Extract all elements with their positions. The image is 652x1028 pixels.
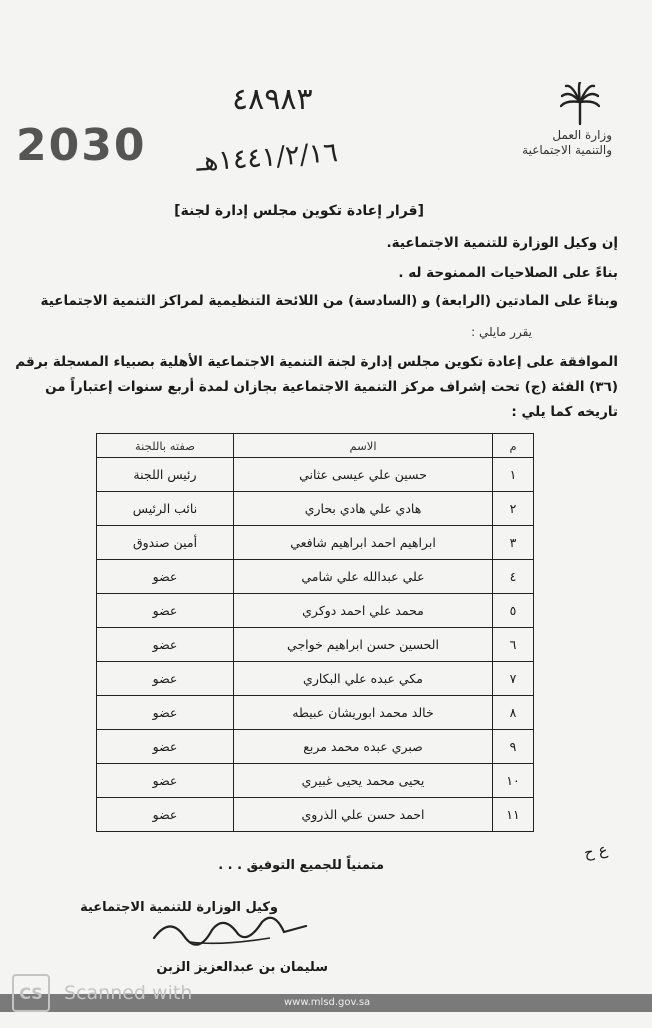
row-num: ٣	[493, 526, 534, 560]
table-row	[97, 458, 534, 492]
row-num: ١	[493, 458, 534, 492]
table-row	[97, 730, 534, 764]
row-role: رئيس اللجنة	[97, 458, 234, 492]
decision-title: [قرار إعادة تكوين مجلس إدارة لجنة]	[174, 203, 424, 219]
row-role: عضو	[97, 730, 234, 764]
ministry-line2: والتنمية الاجتماعية	[522, 143, 612, 157]
row-num: ٤	[493, 560, 534, 594]
row-role: عضو	[97, 628, 234, 662]
signer-name: سليمان بن عبدالعزيز الزبن	[156, 960, 328, 975]
row-name: هادي علي هادي بحاري	[234, 492, 493, 526]
body-line1: إن وكيل الوزارة للتنمية الاجتماعية.	[386, 235, 618, 251]
table-row	[97, 628, 534, 662]
ministry-name	[522, 128, 612, 158]
row-name: خالد محمد ابوريشان عبيطه	[234, 696, 493, 730]
row-role: عضو	[97, 764, 234, 798]
stamp-number: 2030	[16, 120, 147, 171]
handwritten-date: ١٤٤١/٢/١٦هـ	[195, 137, 339, 178]
body-line4: يقرر مايلي :	[471, 325, 532, 339]
body-line2: بناءً على الصلاحيات الممنوحة له .	[398, 265, 618, 281]
row-name: حسين علي عيسى عثاني	[234, 458, 493, 492]
ministry-line1: وزارة العمل	[552, 128, 612, 142]
table-header-row	[97, 434, 534, 458]
table-row	[97, 526, 534, 560]
row-role: عضو	[97, 594, 234, 628]
row-num: ٥	[493, 594, 534, 628]
scanner-watermark	[12, 974, 192, 1012]
body-paragraph: الموافقة على إعادة تكوين مجلس إدارة لجنة التنمية الاجتماعية الأهلية بصبياء المسجلة برقم (٣٦) الفئة (ج) تحت إشراف مركز التنمية الاجتماعية بجازان لمدة أربع سنوات إعتباراً من تاريخه كما يلي :	[15, 354, 618, 420]
scanner-text: Scanned with	[64, 982, 193, 1004]
row-name: احمد حسن علي الذروي	[234, 798, 493, 832]
row-role: عضو	[97, 560, 234, 594]
row-name: الحسين حسن ابراهيم خواجي	[234, 628, 493, 662]
row-name: علي عبدالله علي شامي	[234, 560, 493, 594]
row-num: ٢	[493, 492, 534, 526]
body-line3: وبناءً على المادتين (الرابعة) و (السادسة) من اللائحة التنظيمية لمراكز التنمية الاجتماعية	[40, 293, 618, 309]
members-table	[96, 433, 534, 832]
handwritten-number: ٤٨٩٨٣	[232, 82, 313, 117]
row-role: أمين صندوق	[97, 526, 234, 560]
row-num: ١٠	[493, 764, 534, 798]
row-role: نائب الرئيس	[97, 492, 234, 526]
row-num: ٨	[493, 696, 534, 730]
row-name: مكي عبده علي البكاري	[234, 662, 493, 696]
row-name: محمد علي احمد دوكري	[234, 594, 493, 628]
signature-icon	[150, 908, 310, 948]
table-row	[97, 696, 534, 730]
row-role: عضو	[97, 696, 234, 730]
row-role: عضو	[97, 798, 234, 832]
palm-logo-icon	[560, 82, 600, 126]
table-row	[97, 764, 534, 798]
header-name: الاسم	[234, 434, 493, 458]
row-name: ابراهيم احمد ابراهيم شافعي	[234, 526, 493, 560]
row-name: يحيى محمد يحيى غبيري	[234, 764, 493, 798]
row-role: عضو	[97, 662, 234, 696]
table-row	[97, 662, 534, 696]
row-num: ٧	[493, 662, 534, 696]
handwritten-initials: ع ح	[582, 840, 609, 862]
signer-title: وكيل الوزارة للتنمية الاجتماعية	[80, 900, 278, 915]
table-row	[97, 560, 534, 594]
row-num: ١١	[493, 798, 534, 832]
website-url: www.mlsd.gov.sa	[284, 997, 371, 1008]
header-role: صفته باللجنة	[97, 434, 234, 458]
header-num: م	[493, 434, 534, 458]
closing-line: متمنياً للجميع التوفيق . . .	[218, 858, 384, 873]
table-row	[97, 492, 534, 526]
table-row	[97, 594, 534, 628]
row-num: ٦	[493, 628, 534, 662]
row-num: ٩	[493, 730, 534, 764]
table-row	[97, 798, 534, 832]
camscanner-logo-icon: CS	[12, 974, 50, 1012]
row-name: صبري عبده محمد مربع	[234, 730, 493, 764]
